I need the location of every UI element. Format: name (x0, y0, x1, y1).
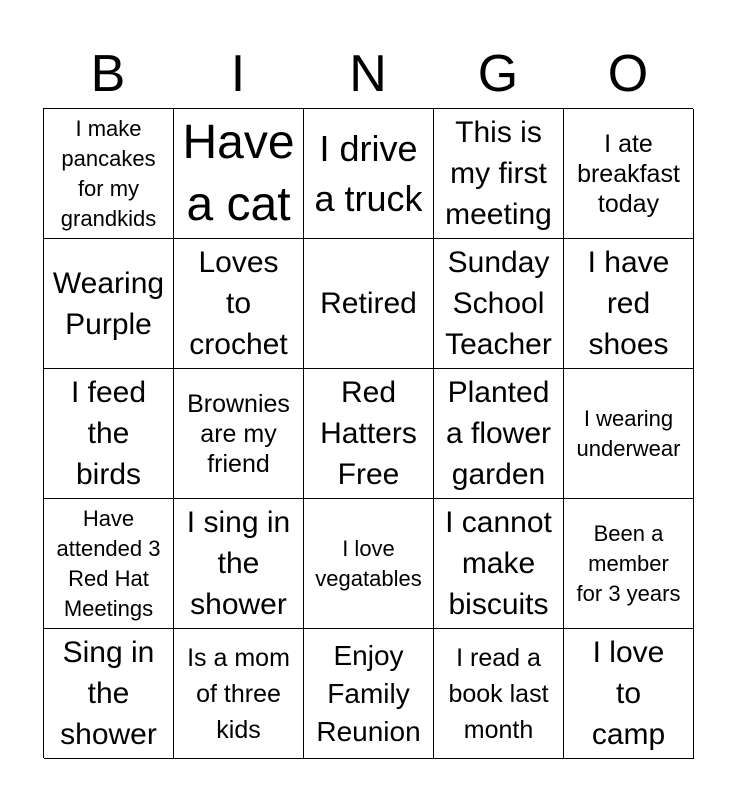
bingo-cell[interactable] (564, 499, 694, 629)
bingo-cell[interactable] (304, 499, 434, 629)
bingo-cell[interactable] (434, 629, 564, 759)
cell-text: Loves to crochet (189, 246, 288, 361)
header-letter-i: I (230, 45, 246, 103)
cell-text: Been a member for 3 years (576, 520, 681, 606)
bingo-cell[interactable] (44, 629, 174, 759)
cell-text: Is a mom of three kids (187, 643, 290, 744)
bingo-cell[interactable] (434, 239, 564, 369)
bingo-cell[interactable] (304, 629, 434, 759)
cell-text: I make pancakes for my grandkids (60, 115, 157, 231)
header-letter-b: B (90, 45, 126, 103)
bingo-cell[interactable] (174, 499, 304, 629)
cell-text: I wearing underwear (576, 405, 681, 461)
cell-text: I sing in the shower (186, 506, 291, 621)
cell-text: Wearing Purple (52, 266, 165, 341)
bingo-cell[interactable] (174, 239, 304, 369)
bingo-board (43, 108, 693, 758)
bingo-cell[interactable] (304, 109, 434, 239)
cell-text: Sing in the shower (60, 636, 157, 751)
bingo-cell[interactable] (304, 369, 434, 499)
cell-text: I have red shoes (587, 246, 670, 361)
bingo-cell[interactable] (434, 109, 564, 239)
bingo-cell[interactable] (44, 239, 174, 369)
cell-text: I read a book last month (448, 643, 549, 744)
bingo-cell[interactable] (434, 369, 564, 499)
cell-text: Red Hatters Free (320, 376, 417, 491)
bingo-cell[interactable] (174, 629, 304, 759)
cell-text: Have a cat (182, 115, 295, 231)
bingo-cell[interactable] (174, 109, 304, 239)
cell-text: Retired (320, 287, 417, 320)
bingo-cell[interactable] (44, 369, 174, 499)
header-letter-o: O (607, 45, 649, 103)
cell-text: I love to camp (591, 636, 666, 751)
bingo-cell[interactable] (174, 369, 304, 499)
cell-text: This is my first meeting (445, 116, 552, 231)
cell-text: Enjoy Family Reunion (316, 639, 421, 747)
bingo-cell[interactable] (44, 109, 174, 239)
cell-text: I cannot make biscuits (445, 506, 552, 621)
cell-text: I feed the birds (70, 376, 147, 491)
cell-text: Have attended 3 Red Hat Meetings (56, 505, 161, 621)
bingo-cell[interactable] (44, 499, 174, 629)
header-letter-n: N (349, 45, 387, 103)
bingo-cell[interactable] (564, 109, 694, 239)
bingo-header (43, 40, 693, 108)
bingo-cell[interactable] (564, 629, 694, 759)
cell-text: Planted a flower garden (445, 376, 552, 491)
header-letter-g: G (477, 45, 519, 103)
bingo-cell[interactable] (304, 239, 434, 369)
bingo-cell[interactable] (564, 369, 694, 499)
cell-text: I love vegatables (315, 535, 422, 591)
cell-text: Brownies are my friend (187, 389, 290, 478)
cell-text: I ate breakfast today (577, 129, 680, 218)
cell-text: I drive a truck (314, 127, 423, 219)
bingo-cell[interactable] (434, 499, 564, 629)
cell-text: Sunday School Teacher (445, 246, 552, 361)
bingo-cell[interactable] (564, 239, 694, 369)
